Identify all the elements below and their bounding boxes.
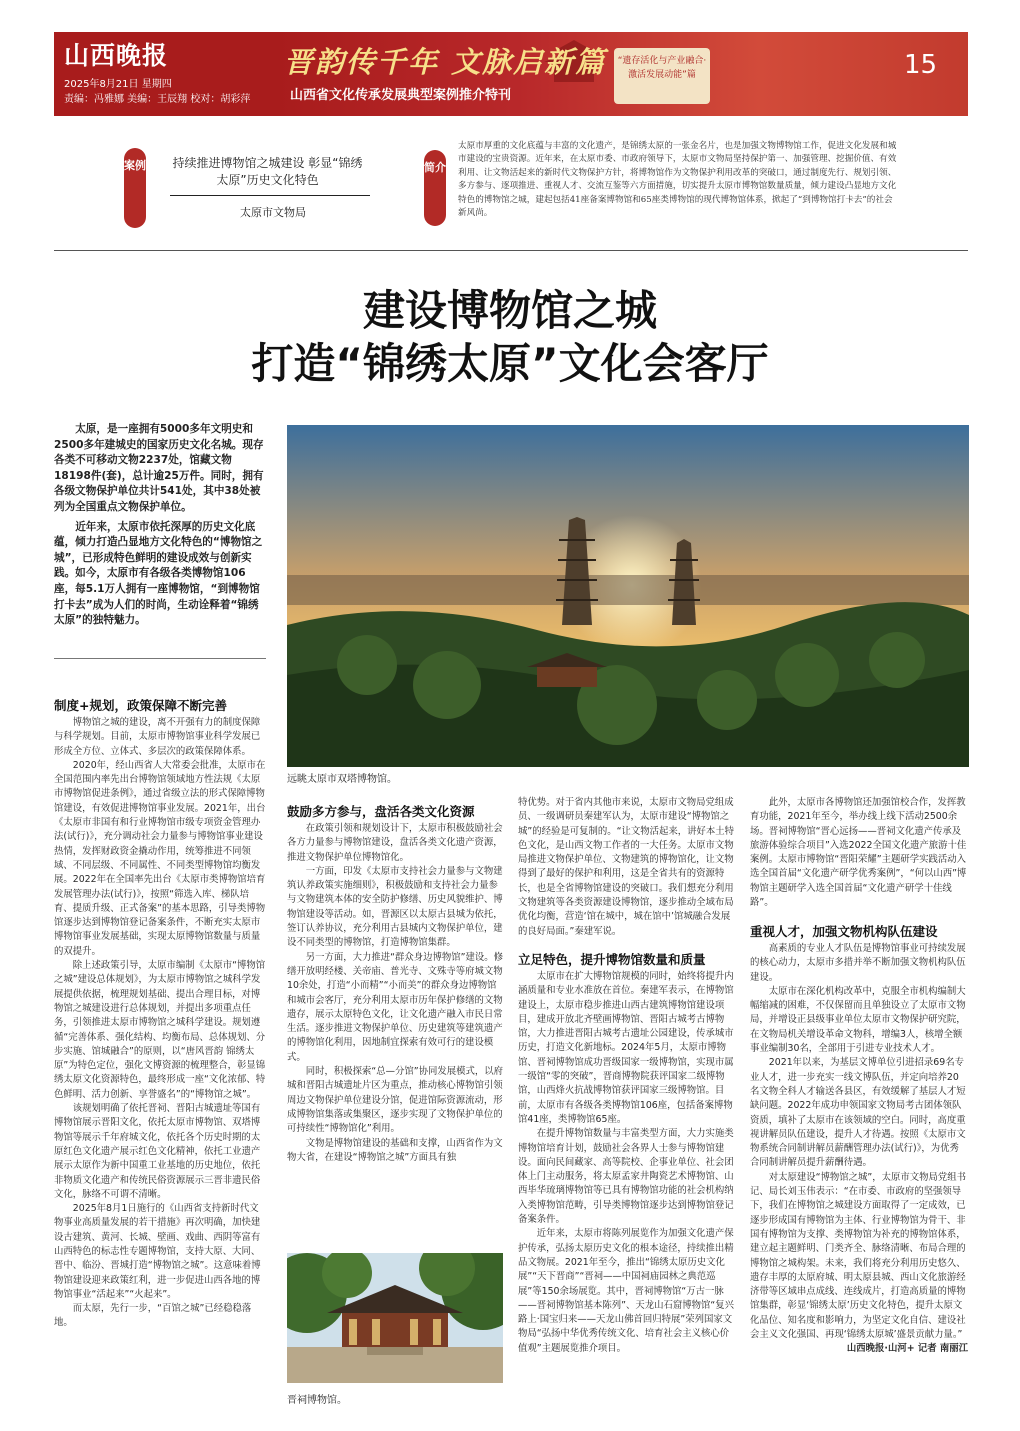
article-column-4-continued: [750, 942, 968, 1357]
paragraph: 博物馆之城的建设，离不开强有力的制度保障与科学规划。目前，太原市博物馆事业科学发展已形成全方位、立体式、多层次的政策保障体系。: [54, 717, 261, 757]
newspaper-logo: 山西晚报: [64, 41, 169, 70]
jinci-museum-image: [287, 1253, 503, 1383]
issue-date: 2025年8月21日 星期四: [64, 79, 172, 90]
paragraph: 2021年以来，为基层文博单位引进招录69名专业人才，进一步充实一线文博队伍，并定向培养20名文物全科人才输送各县区，有效缓解了基层人才短缺问题。2022年成功申领国家文物局考古团体领队资质，填补了太原市在该领域的空白。同时，高度重视讲解员队伍建设，提升人才待遇。按照《太原市文物系统合同制讲解员薪酬管理办法(试行)》，为优秀合同制讲解员提升薪酬待遇。: [750, 1057, 966, 1169]
case-title: 持续推进博物馆之城建设 彰显“锦绣太原”历史文化特色: [172, 156, 363, 187]
case-author: 太原市文物局: [240, 206, 306, 219]
paragraph: 在提升博物馆数量与丰富类型方面，大力实施类博物馆培育计划，鼓励社会各界人士参与博物馆建设。面向民间藏家、高等院校、企事业单位、社会团体上门主动服务，将太原孟家井陶瓷艺术博物馆、山西毕华琉璃博物馆等已具有博物馆功能的社会机构纳入类博物馆范畴，引导类博物馆逐步达到博物馆登记备案条件。: [518, 1128, 734, 1226]
intro-label: 简介: [424, 150, 446, 226]
case-label: 案例: [124, 148, 146, 228]
paragraph: 对太原建设“博物馆之城”，太原市文物局党组书记、局长刘玉伟表示：“在市委、市政府的坚强领导下，我们在博物馆之城建设方面取得了一定成效，已逐步形成国有博物馆为主体、行业博物馆为骨干、非国有博物馆为支撑、类博物馆为补充的博物馆体系，建立起主题鲜明、门类齐全、脉络清晰、布局合理的博物馆之城构架。未来，我们将充分利用历史悠久、遗存丰厚的太原府城、明太原县城、西山文化旅游经济带等区域串点成线、连线成片，打造高质量的博物馆集群，彰显‘锦绣太原’历史文化特色，提升太原文化品位、知名度和影响力，为坚定文化自信、建设社会主义文化强国、再现‘锦绣太原城’盛景贡献力量。”: [750, 1171, 967, 1341]
paragraph: 同时，积极探索“总—分馆”协同发展模式，以府城和晋阳古城遗址片区为重点，推动核心博物馆引领周边文物保护单位建设分馆，促进馆际资源流动，形成博物馆集落或集聚区，逐步实现了文物保护单位的可持续性“博物馆化”利用。: [287, 1066, 504, 1135]
section-heading: 制度+规划，政策保障不断完善: [54, 698, 227, 713]
paragraph: 特优势。对于省内其他市来说，太原市文物局党组成员、一级调研员秦建军认为，太原市建设“博物馆之城”的经验是可复制的。“让文物活起来，讲好本土特色文化，是山西文物工作者的一大任务。太原市文物局推进文物保护单位、文物建筑的博物馆化，让文物得到了最好的保护和利用，这是全省共有的资源特长，也是全省博物馆建设的突破口。我们想充分利用文物建筑等各类资源建设博物馆，逐步推动全域布局优化均衡，营造‘馆在城中，城在馆中’馆城融合发展的良好局面。”秦建军说。: [518, 797, 734, 937]
paragraph: 太原市在扩大博物馆规模的同时，始终将提升内涵质量和专业水准放在首位。秦建军表示，在博物馆建设上，太原市稳步推进山西古建筑博物馆建设项目，建成开放北齐壁画博物馆、晋阳古城考古博物馆，大力推进晋阳古城考古遗址公园建设，传承城市历史，打造文化新地标。2024年5月，太原市博物馆、晋祠博物馆成功晋级国家一级博物馆，实现市属一级馆“零的突破”，晋商博物院获评国家二级博物馆，山西烽火抗战博物馆获评国家三级博物馆。目前，太原市有各级各类博物馆106座，包括备案博物馆41座，类博物馆65座。: [518, 971, 734, 1125]
case-divider: [170, 195, 370, 196]
article-column-3: [518, 796, 734, 939]
article-column-4: [750, 796, 968, 910]
lead-paragraph: 近年来，太原市依托深厚的历史文化底蕴，倾力打造凸显地方文化特色的“博物馆之城”，已形成特色鲜明的建设成效与创新实践。如今，太原市有各级各类博物馆106座，每5.1万人拥有一座博物馆，“到博物馆打卡去”成为人们的时尚，生动诠释着“锦绣太原”的独特魅力。: [54, 520, 263, 627]
special-issue-subtitle: 山西省文化传承发展典型案例推介特刊: [290, 88, 512, 103]
section-heading: 重视人才，加强文物机构队伍建设: [750, 924, 938, 939]
article-column-1: [54, 716, 266, 1331]
photo-caption: 远眺太原市双塔博物馆。: [287, 774, 397, 785]
page-number: 15: [904, 50, 938, 80]
photo-caption: 晋祠博物馆。: [287, 1395, 347, 1406]
paragraph: 该规划明确了依托晋祠、晋阳古城遗址等国有博物馆展示晋阳文化，依托太原市博物馆、双塔博物馆等展示千年府城文化，依托各个历史时期的太原红色文化遗产展示红色文化精神，依托工业遗产展示太原作为新中国重工业基地的历史地位，依托非物质文化遗产和传统民俗资源展示三晋非遗民俗文化，脉络不可谓不清晰。: [54, 1103, 261, 1200]
twin-pagoda-image: [287, 425, 969, 767]
intro-text: 太原市厚重的文化底蕴与丰富的文化遗产，是锦绣太原的一张金名片，也是加强文物博物馆工作，促进文化发展和城市建设的宝贵资源。近年来，在太原市委、市政府领导下，太原市文物局坚持保护第一、加强管理、挖掘价值、有效利用、让文物活起来的新时代文物保护方针，将博物馆作为文物保护利用改革的突破口，通过制度先行、规划引领、多方参与、逐项推进、重视人才、交流互鉴等六方面措施，切实提升太原市博物馆数量质量，倾力建设凸显地方文化特色的博物馆之城，建起包括41座备案博物馆和65座类博物馆的现代博物馆体系，掀起了“到博物馆打卡去”的社会新风尚。: [458, 141, 897, 219]
paragraph: 近年来，太原市将陈列展览作为加强文化遗产保护传承，弘扬太原历史文化的根本途径，持续推出精品文物展。2021年至今，推出“锦绣太原历史文化展”“天下晋商”“晋祠——中国祠庙园林之典范巡展”等150余场展览。其中，晋祠博物馆“万古一脉——晋祠博物馆基本陈列”、天龙山石窟博物馆“复兴路上·国宝归来——天龙山佛首回归特展”荣列国家文物局“弘扬中华优秀传统文化、培育社会主义核心价值观”主题展览推介项目。: [518, 1228, 734, 1354]
section-heading: 立足特色，提升博物馆数量和质量: [518, 952, 706, 967]
theme-badge: “遗存活化与产业融合·激活发展动能”篇: [614, 48, 710, 104]
paragraph: 另一方面，大力推进“群众身边博物馆”建设。修缮开放明经楼、关帝庙、普光寺、文殊寺等府城文物10余处，打造“小而精”“小而美”的群众身边博物馆和城市会客厅，充分利用太原市历年保护修缮的文物遗存，展示太原特色文化，让文化遗产融入市民日常生活。逐步推进文物保护单位、历史建筑等建筑遗产的博物馆化利用，因地制宜探索有效可行的建设模式。: [287, 951, 504, 1063]
headline-line-1: 建设博物馆之城: [362, 286, 657, 335]
paragraph: 文物是博物馆建设的基础和支撑，山西省作为文物大省，在建设“博物馆之城”方面具有独: [287, 1137, 503, 1163]
paragraph: 而太原，先行一步，“百馆之城”已经稳稳落地。: [54, 1303, 252, 1329]
section-divider: [54, 250, 968, 251]
article-column-2: [287, 822, 503, 1165]
article-column-3-continued: [518, 970, 734, 1356]
section-heading: 鼓励多方参与，盘活各类文化资源: [287, 804, 475, 819]
paragraph: 除上述政策引导，太原市编制《太原市“博物馆之城”建设总体规划》，为太原市博物馆之城科学发展提供依据，梳理规划基础、提出合理目标，对博物馆之城建设进行总体规划，并提出多项重点任务，引领推进太原市博物馆之城科学建设。规划遵循“完善体系、强化结构、均衡布局、总体规划、分步实施、馆城融合”的原则，以“唐风晋韵 锦绣太原”为特色定位，强化文博资源的梳理整合，彰显锦绣太原文化资源特色，最终形成一座“文化浓郁、特色鲜明、活力创新、享誉盛名”的“博物馆之城”。: [54, 960, 266, 1100]
paragraph: 太原市在深化机构改革中，克服全市机构编制大幅缩减的困难，不仅保留而且单独设立了太原市文物局，并增设正县级事业单位太原市文物保护研究院，在文物局机关增设革命文物科，增编3人，核增全额事业编制30名，全部用于引进专业技术人才。: [750, 985, 966, 1055]
paragraph: 在政策引领和规划设计下，太原市积极鼓励社会各方力量参与博物馆建设，盘活各类文化遗产资源，推进文物保护单位博物馆化。: [287, 823, 503, 863]
paragraph: 高素质的专业人才队伍是博物馆事业可持续发展的核心动力，太原市多措并举不断加强文物机构队伍建设。: [750, 943, 966, 983]
masthead: [54, 32, 968, 116]
paragraph: 一方面，印发《太原市支持社会力量参与文物建筑认养政策实施细则》，积极鼓励和支持社会力量参与文物建筑本体的安全防护修缮、历史风貌维护、博物馆建设等活动。如，晋源区以太原古县城为依托，签订认养协议，充分利用古县城内文物保护单位，建设不同类型的博物馆，打造博物馆集群。: [287, 865, 503, 949]
twin-pagoda-photo: [287, 425, 969, 767]
lead-divider: [54, 658, 266, 659]
paragraph: 2025年8月1日施行的《山西省支持新时代文物事业高质量发展的若干措施》再次明确，加快建设古建筑、黄河、长城、壁画、戏曲、西阴等富有山西特色的标志性专题博物馆，支持大原、大同、晋中、临汾、晋城打造“博物馆之城”。这意味着博物馆建设迎来政策红利，进一步促进山西各地的博物馆事业“活起来”“火起来”。: [54, 1203, 261, 1300]
headline-line-2: 打造“锦绣太原”文化会客厅: [251, 339, 769, 388]
lead-paragraphs: [54, 422, 266, 633]
paragraph: 2020年，经山西省人大常委会批准，太原市在全国范围内率先出台博物馆领域地方性法规《太原市博物馆促进条例》，通过省级立法的形式保障博物馆建设，有效促进博物馆事业发展。2021年，出台《太原市非国有和行业博物馆市级专项资金管理办法(试行)》，充分调动社会力量参与博物馆事业建设热情，发挥财政资金撬动作用，统筹推进不同领域、不同层级、不同属性、不同类型博物馆均衡发展。2022年在全国率先出台《太原市类博物馆培育发展管理办法(试行)》，按照“筛选入库、梯队培育、提质升级、正式备案”的基本思路，引导类博物馆逐步达到博物馆登记备案条件，不断充实太原市博物馆事业发展基础，实现太原博物馆数量与质量的双提升。: [54, 759, 266, 957]
byline: 山西晚报·山河+ 记者 南丽江: [846, 1343, 968, 1355]
editor-credits: 责编：冯雅娜 美编：王辰翔 校对：胡彩萍: [64, 94, 251, 105]
jinci-museum-photo: [287, 1253, 503, 1383]
lead-paragraph: 太原，是一座拥有5000多年文明史和2500多年建城史的国家历史文化名城。现存各类不可移动文物2237处，馆藏文物18198件(套)，总计逾25万件。同时，拥有各级文物保护单位共计541处，其中38处被列为全国重点文物保护单位。: [54, 423, 264, 513]
special-issue-slogan: 晋韵传千年 文脉启新篇: [284, 45, 607, 79]
paragraph: 此外，太原市各博物馆还加强馆校合作，发挥教育功能，2021年至今，举办线上线下活动2500余场。晋祠博物馆“晋心远扬——晋祠文化遗产传承及旅游体验综合项目”入选2022全国文化遗产旅游十佳案例。太原市博物馆“晋阳荣耀”主题研学实践活动入选全国首届“文化遗产研学优秀案例”，“何以山西”博物馆主题研学入选全国首届“文化遗产研学十佳线路”。: [750, 797, 967, 909]
